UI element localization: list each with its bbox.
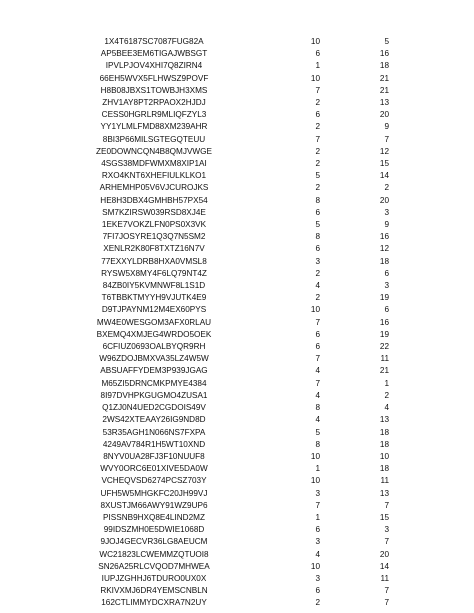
table-row: [0, 585, 474, 597]
table-row: [0, 73, 474, 85]
table-row: [0, 549, 474, 561]
table-row: [0, 109, 474, 121]
row-value-b: 6: [384, 268, 389, 278]
table-row: [0, 292, 474, 304]
table-row: [0, 195, 474, 207]
row-value-a: 8: [315, 439, 320, 449]
row-value-a: 7: [315, 378, 320, 388]
row-value-b: 9: [384, 220, 389, 230]
row-code: 1X4T6187SC7087FUG82A: [104, 37, 204, 46]
row-value-a: 8: [315, 195, 320, 205]
row-value-b: 2: [384, 390, 389, 400]
row-value-a: 1: [315, 61, 320, 71]
row-value-a: 1: [315, 512, 320, 522]
table-row: [0, 536, 474, 548]
table-row: [0, 121, 474, 133]
row-value-b: 22: [379, 342, 389, 352]
row-value-b: 7: [384, 134, 389, 144]
row-value-a: 6: [315, 342, 320, 352]
table-row: [0, 134, 474, 146]
row-value-b: 20: [379, 195, 389, 205]
table-row: [0, 390, 474, 402]
row-value-a: 10: [310, 561, 320, 571]
row-value-a: 2: [315, 183, 320, 193]
table-row: [0, 280, 474, 292]
row-value-b: 20: [379, 110, 389, 120]
table-row: [0, 158, 474, 170]
table-row: [0, 329, 474, 341]
row-value-a: 4: [315, 281, 320, 291]
row-value-a: 7: [315, 354, 320, 364]
row-value-a: 7: [315, 134, 320, 144]
row-value-a: 2: [315, 159, 320, 169]
row-value-a: 5: [315, 427, 320, 437]
row-value-b: 13: [379, 415, 389, 425]
table-row: [0, 243, 474, 255]
row-code: D9TJPAYNM12M4EX60PYS: [101, 305, 207, 315]
row-value-a: 2: [315, 98, 320, 108]
row-code: YY1YLMLFMD88XM239AHR: [100, 122, 208, 132]
row-value-a: 2: [315, 146, 320, 156]
row-code: IPVLPJOV4XHI7Q8ZIRN4: [105, 61, 203, 71]
row-code: PISSNB9HXQ8E4LIND2MZ: [103, 512, 205, 522]
table-row: [0, 597, 474, 609]
row-value-b: 10: [379, 451, 389, 461]
row-value-b: 7: [384, 598, 389, 608]
row-value-b: 18: [379, 464, 389, 474]
row-value-a: 1: [315, 464, 320, 474]
row-code: H8B08JBXS1TOWBJH3XMS: [100, 85, 208, 95]
row-code: 66EH5WVX5FLHWSZ9POVF: [99, 73, 209, 83]
row-value-a: 3: [315, 256, 320, 266]
row-value-b: 16: [379, 232, 389, 242]
row-code: RKIVXMJ6DR4YEMSCNBLN: [100, 586, 208, 596]
row-value-b: 14: [379, 561, 389, 571]
table-row: [0, 304, 474, 316]
row-code: ARHEMHP05V6VJCUROJKS: [99, 183, 209, 193]
row-code: SM7KZIRSW039RSD8XJ4E: [102, 207, 206, 217]
row-value-a: 10: [310, 37, 320, 46]
row-value-b: 2: [384, 183, 389, 193]
row-value-b: 7: [384, 537, 389, 547]
row-code: WVY0ORC6E01XIVE5DA0W: [100, 464, 208, 474]
row-value-a: 6: [315, 329, 320, 339]
row-code: 8BI3P66MILSGTEGQTEUU: [102, 134, 206, 144]
row-code: RXO4KNT6XHEFIULKLKO1: [101, 171, 207, 181]
table-row: [0, 182, 474, 194]
row-code: 8I97DVHPKGUGMO4ZUSA1: [100, 390, 208, 400]
table-row: [0, 268, 474, 280]
row-code: BXEMQ4XMJEG4WRDO5OEK: [96, 329, 212, 339]
row-value-a: 3: [315, 488, 320, 498]
row-code: ZE0DOWNCQN4B8QMJVWGE: [95, 146, 212, 156]
row-code: ABSUAFFYDEM3P939JGAG: [100, 366, 208, 376]
row-value-b: 12: [379, 244, 389, 254]
table-row: [0, 414, 474, 426]
row-value-b: 4: [384, 403, 389, 413]
row-value-b: 19: [379, 329, 389, 339]
row-value-a: 7: [315, 317, 320, 327]
row-value-b: 11: [380, 354, 389, 364]
table-row: [0, 365, 474, 377]
row-value-a: 6: [315, 207, 320, 217]
row-value-a: 7: [315, 500, 320, 510]
table-row: [0, 36, 474, 48]
row-code: VCHEQVSD6274PCSZ703Y: [101, 476, 207, 486]
table-row: [0, 341, 474, 353]
table-row: [0, 573, 474, 585]
row-code: HE8H3DBX4GMHBH57PX54: [100, 195, 208, 205]
row-value-a: 7: [315, 85, 320, 95]
row-code: 8XUSTJM66AWY91WZ9UP6: [100, 500, 208, 510]
row-value-b: 13: [379, 488, 389, 498]
table-row: [0, 512, 474, 524]
row-value-b: 16: [379, 49, 389, 59]
table-row: [0, 402, 474, 414]
row-value-b: 18: [379, 61, 389, 71]
row-code: 162CTLIMMYDCXRA7N2UY: [101, 598, 207, 608]
table-row: [0, 475, 474, 487]
row-code: 1EKE7VOKZLFN0PS0X3VK: [101, 220, 207, 230]
table-row: [0, 60, 474, 72]
row-code: 9JOJ4GECVR36LG8AEUCM: [100, 537, 208, 547]
table-row: [0, 85, 474, 97]
row-value-b: 1: [384, 378, 389, 388]
row-value-b: 9: [384, 122, 389, 132]
row-value-b: 3: [384, 207, 389, 217]
row-code: IUPJZGHHJ6TDURO0UX0X: [101, 573, 207, 583]
row-code: ZHV1AY8PT2RPAOX2HJDJ: [102, 98, 206, 108]
row-value-b: 18: [379, 427, 389, 437]
row-value-b: 20: [379, 549, 389, 559]
row-value-b: 16: [379, 317, 389, 327]
row-value-b: 13: [379, 98, 389, 108]
row-value-b: 3: [384, 281, 389, 291]
row-value-b: 12: [379, 146, 389, 156]
row-value-a: 4: [315, 366, 320, 376]
table-row: [0, 231, 474, 243]
row-value-a: 4: [315, 415, 320, 425]
row-value-a: 4: [315, 390, 320, 400]
spreadsheet-page: [0, 36, 474, 610]
row-value-b: 14: [379, 171, 389, 181]
row-value-b: 7: [384, 500, 389, 510]
row-value-b: 11: [380, 476, 389, 486]
row-code: 4249AV784R1H5WT10XND: [102, 439, 206, 449]
row-value-a: 8: [315, 232, 320, 242]
row-value-b: 3: [384, 525, 389, 535]
row-code: AP5BEE3EM6TIGAJWBSGT: [100, 49, 208, 59]
table-body: [0, 36, 474, 610]
row-value-b: 21: [379, 73, 389, 83]
table-row: [0, 97, 474, 109]
table-row: [0, 256, 474, 268]
row-code: 99IDSZMH0E5DWIE1068D: [103, 525, 205, 535]
row-code: CESS0HGRLR9MLIQFZYL3: [101, 110, 207, 120]
row-code: M65ZI5DRNCMKPMYE4384: [101, 378, 207, 388]
table-row: [0, 561, 474, 573]
table-row: [0, 524, 474, 536]
row-value-a: 5: [315, 220, 320, 230]
table-row: [0, 451, 474, 463]
row-code: Q1ZJ0N4UED2CGDOIS49V: [102, 403, 206, 413]
table-row: [0, 463, 474, 475]
row-value-a: 6: [315, 49, 320, 59]
row-code: UFH5W5MHGKFC20JH99VJ: [100, 488, 208, 498]
row-code: 2WS42XTEAAY26IG9ND8D: [102, 415, 206, 425]
table-row: [0, 427, 474, 439]
row-value-b: 11: [380, 573, 389, 583]
table-row: [0, 219, 474, 231]
row-code: 8NYV0UA28FJ3F10NUUF8: [103, 451, 205, 461]
row-code: 77EXXYLDRB8HXA0VMSL8: [101, 256, 207, 266]
table-row: [0, 488, 474, 500]
row-code: T6TBBKTMYYH9VJUTK4E9: [101, 293, 207, 303]
row-code: 7FI7JOSYRE1Q3Q7N5SM2: [102, 232, 206, 242]
table-row: [0, 378, 474, 390]
row-value-a: 10: [310, 73, 320, 83]
row-value-b: 21: [379, 366, 389, 376]
row-value-a: 6: [315, 586, 320, 596]
row-value-a: 5: [315, 171, 320, 181]
table-row: [0, 146, 474, 158]
row-value-a: 6: [315, 110, 320, 120]
table-row: [0, 439, 474, 451]
row-value-b: 6: [384, 305, 389, 315]
table-row: [0, 500, 474, 512]
row-code: XENLR2K80F8TXTZ16N7V: [103, 244, 205, 254]
row-value-a: 6: [315, 244, 320, 254]
row-code: 53R35AGH1N066NS7FXPA: [102, 427, 206, 437]
row-value-b: 15: [379, 512, 389, 522]
row-value-a: 2: [315, 122, 320, 132]
row-code: 6CFIUZ0693OALBYQR9RH: [102, 342, 206, 352]
table-row: [0, 317, 474, 329]
row-value-a: 10: [310, 305, 320, 315]
row-code: RYSW5X8MY4F6LQ79NT4Z: [101, 268, 207, 278]
row-code: MW4E0WESGOM3AFX0RLAU: [96, 317, 212, 327]
row-value-a: 10: [310, 451, 320, 461]
row-value-b: 15: [379, 159, 389, 169]
table-row: [0, 353, 474, 365]
row-value-a: 8: [315, 403, 320, 413]
row-value-a: 3: [315, 537, 320, 547]
table-row: [0, 48, 474, 60]
row-value-b: 18: [379, 256, 389, 266]
table-row: [0, 207, 474, 219]
row-value-a: 4: [315, 549, 320, 559]
row-value-b: 18: [379, 439, 389, 449]
row-value-a: 2: [315, 293, 320, 303]
row-value-a: 6: [315, 525, 320, 535]
row-value-b: 19: [379, 293, 389, 303]
row-code: SN26A25RLCVQOD7MHWEA: [98, 561, 210, 571]
row-value-b: 21: [379, 85, 389, 95]
row-value-a: 3: [315, 573, 320, 583]
row-value-a: 2: [315, 598, 320, 608]
row-value-a: 10: [310, 476, 320, 486]
table-row: [0, 170, 474, 182]
data-table: [0, 36, 474, 610]
row-code: 4SGS38MDFWMXM8XIP1AI: [101, 159, 207, 169]
row-value-a: 2: [315, 268, 320, 278]
row-value-b: 5: [384, 37, 389, 46]
row-code: W96ZDOJBMXVA35LZ4W5W: [99, 354, 209, 364]
row-value-b: 7: [384, 586, 389, 596]
row-code: 84ZB0IY5KVMNWF8L1S1D: [102, 281, 206, 291]
row-code: WC21823LCWEMMZQTUOI8: [99, 549, 209, 559]
